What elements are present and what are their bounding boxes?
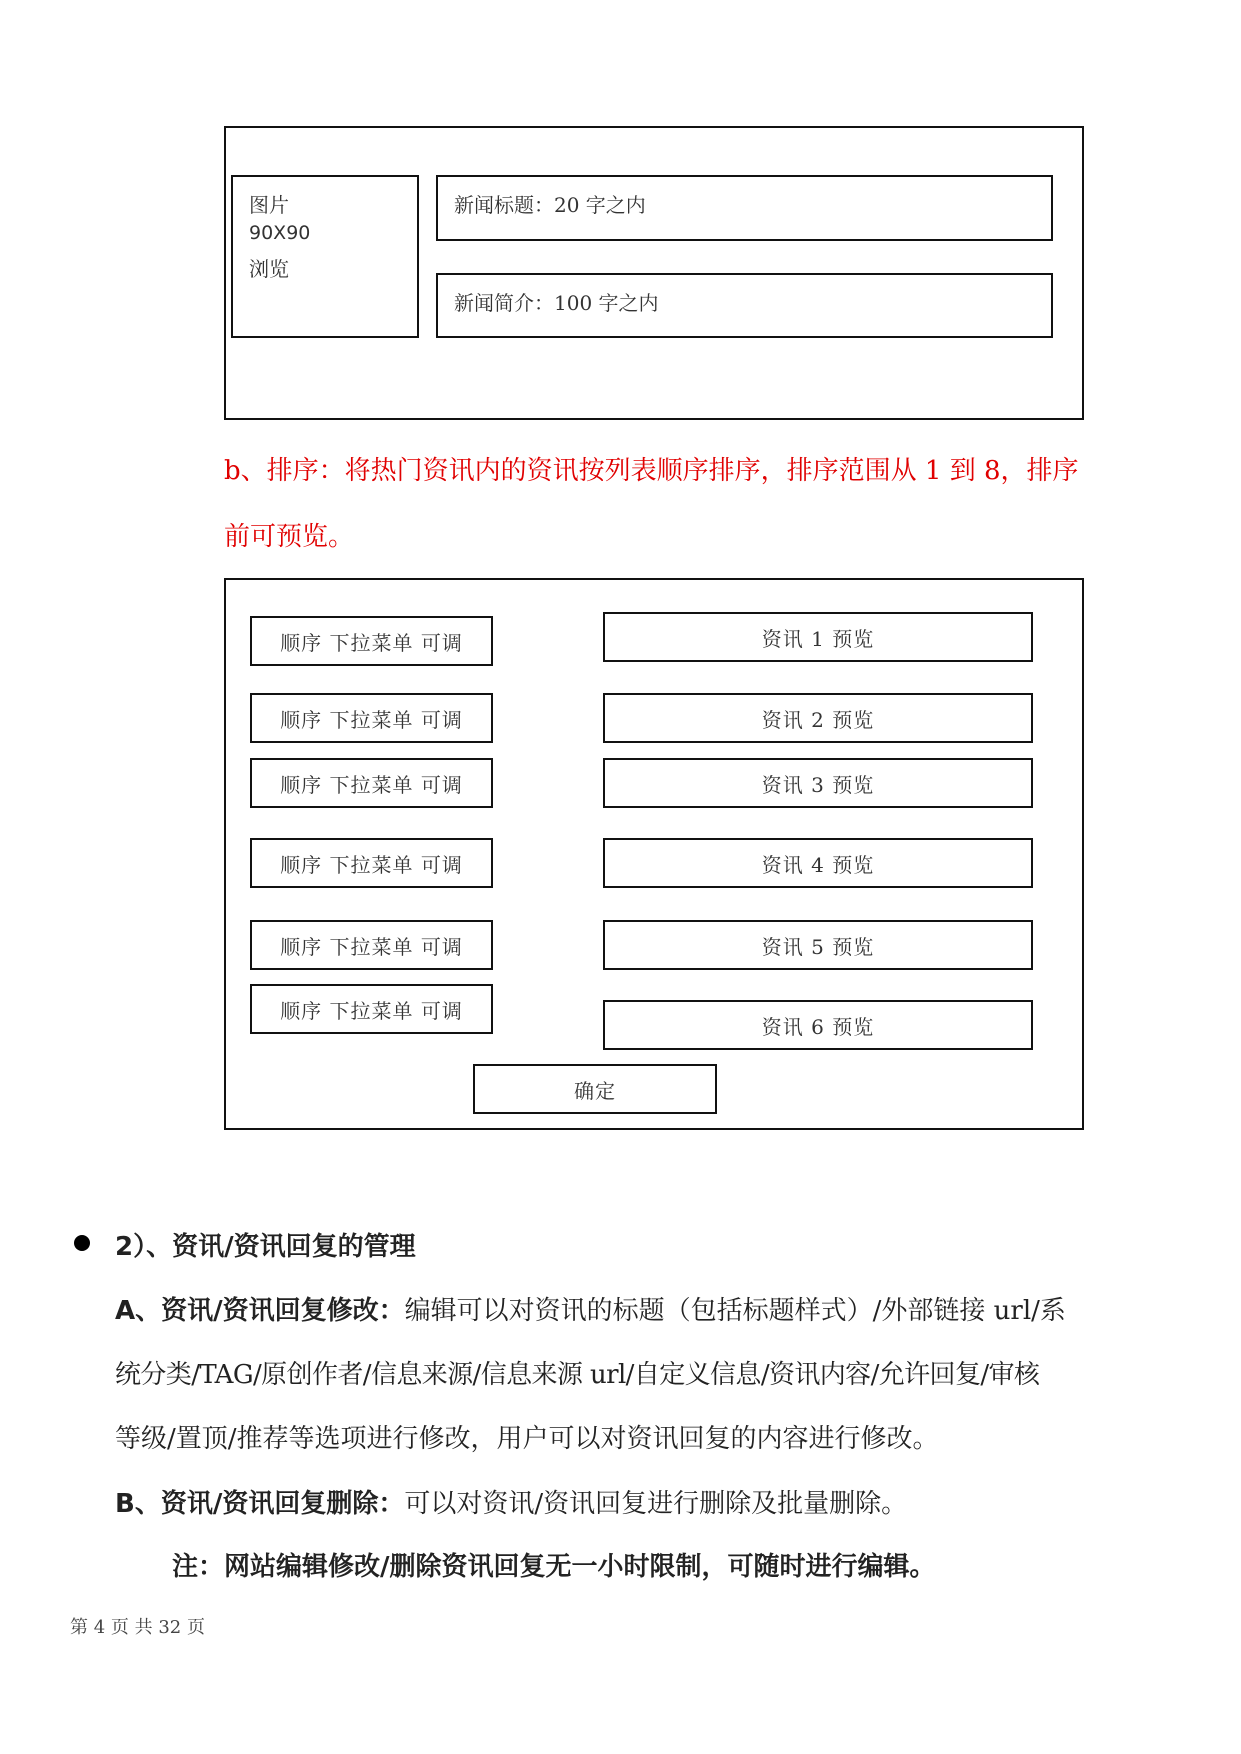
sorting-description-line1: b、排序：将热门资讯内的资讯按列表顺序排序，排序范围从 1 到 8，排序	[224, 456, 1079, 486]
bullet-icon	[74, 1235, 90, 1251]
image-label: 图片	[249, 193, 289, 217]
order-dropdown-label: 顺序 下拉菜单 可调	[280, 707, 463, 732]
confirm-button[interactable]	[473, 1064, 717, 1114]
page-footer: 第 4 页 共 32 页	[70, 1617, 205, 1638]
sorting-description-line2: 前可预览。	[224, 522, 355, 552]
order-dropdown-label: 顺序 下拉菜单 可调	[280, 934, 463, 959]
order-dropdown-5[interactable]	[250, 920, 493, 970]
order-dropdown-4[interactable]	[250, 838, 493, 888]
order-dropdown-label: 顺序 下拉菜单 可调	[280, 852, 463, 877]
news-preview-1[interactable]	[603, 612, 1033, 662]
news-title-field[interactable]	[436, 175, 1053, 241]
news-preview-2[interactable]	[603, 693, 1033, 743]
section-a-line1	[115, 1290, 1066, 1327]
section-heading: 2）、资讯/资讯回复的管理	[115, 1232, 416, 1262]
news-summary-label: 新闻简介：100 字之内	[454, 291, 659, 315]
news-preview-4[interactable]	[603, 838, 1033, 888]
news-preview-label: 资讯 1 预览	[761, 626, 875, 651]
section-a-label: A、资讯/资讯回复修改：	[115, 1296, 405, 1326]
order-dropdown-1[interactable]	[250, 616, 493, 666]
news-preview-6[interactable]	[603, 1000, 1033, 1050]
browse-label: 浏览	[249, 257, 289, 281]
order-dropdown-label: 顺序 下拉菜单 可调	[280, 772, 463, 797]
news-title-label: 新闻标题：20 字之内	[454, 193, 646, 217]
order-dropdown-label: 顺序 下拉菜单 可调	[280, 630, 463, 655]
image-box[interactable]	[231, 175, 419, 338]
news-preview-3[interactable]	[603, 758, 1033, 808]
section-a-text1: 编辑可以对资讯的标题（包括标题样式）/外部链接 url/系	[404, 1296, 1066, 1326]
section-b-text: 可以对资讯/资讯回复进行删除及批量删除。	[404, 1489, 908, 1519]
section-b-label: B、资讯/资讯回复删除：	[115, 1489, 405, 1519]
news-preview-label: 资讯 5 预览	[761, 934, 875, 959]
note-text: 注：网站编辑修改/删除资讯回复无一小时限制，可随时进行编辑。	[172, 1552, 936, 1582]
news-preview-label: 资讯 4 预览	[761, 852, 875, 877]
section-b-line	[115, 1483, 907, 1520]
order-dropdown-2[interactable]	[250, 693, 493, 743]
news-preview-label: 资讯 2 预览	[761, 707, 875, 732]
order-dropdown-6[interactable]	[250, 984, 493, 1034]
news-preview-label: 资讯 6 预览	[761, 1014, 875, 1039]
order-dropdown-label: 顺序 下拉菜单 可调	[280, 998, 463, 1023]
confirm-label: 确定	[574, 1078, 616, 1103]
section-a-line3: 等级/置顶/推荐等选项进行修改，用户可以对资讯回复的内容进行修改。	[115, 1424, 939, 1454]
news-preview-label: 资讯 3 预览	[761, 772, 875, 797]
news-preview-5[interactable]	[603, 920, 1033, 970]
news-summary-field[interactable]	[436, 273, 1053, 338]
section-a-line2: 统分类/TAG/原创作者/信息来源/信息来源 url/自定义信息/资讯内容/允许回复/审核	[115, 1360, 1040, 1390]
order-dropdown-3[interactable]	[250, 758, 493, 808]
image-size: 90X90	[249, 222, 311, 244]
